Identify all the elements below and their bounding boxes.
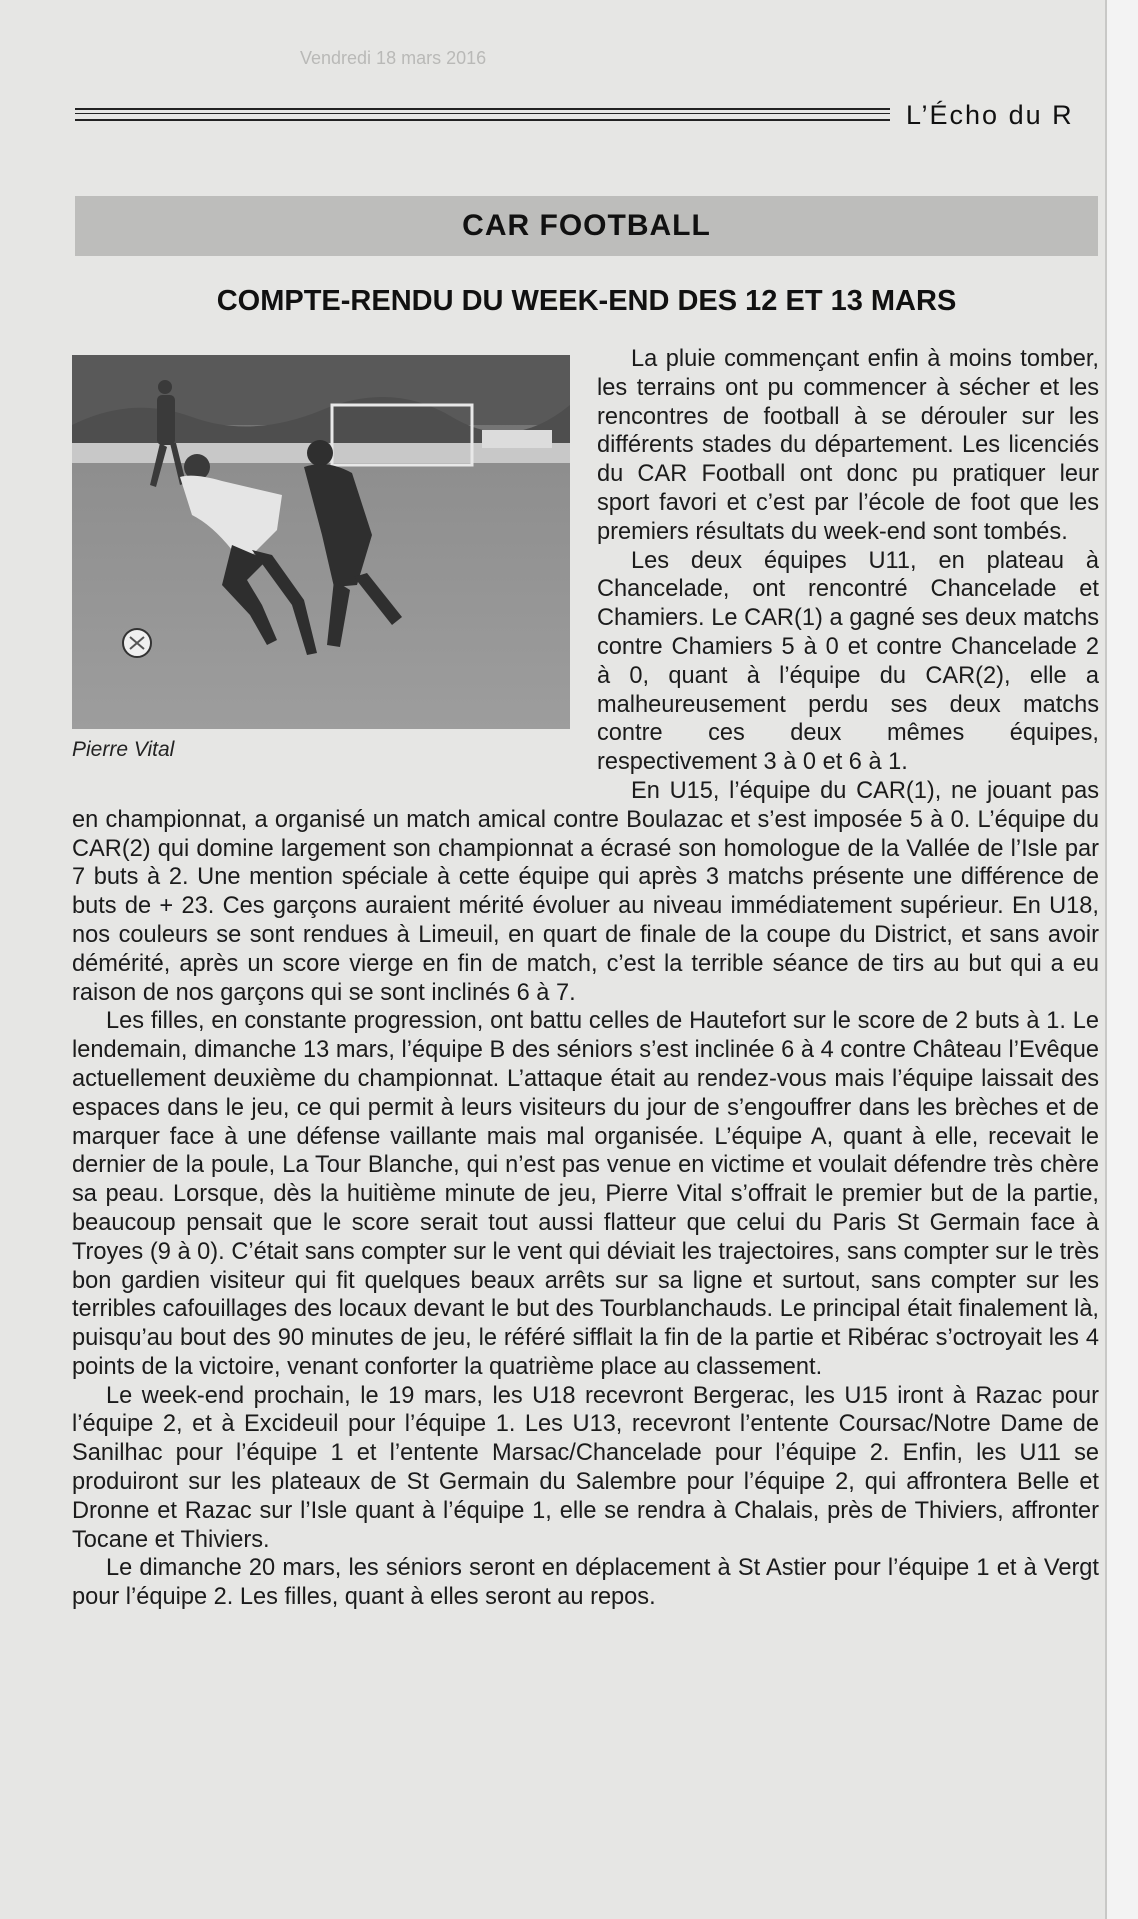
header-rule [75, 108, 890, 121]
article-paragraph-1: La pluie commençant enfin à moins tomber, les terrains ont pu commencer à sécher et les rencontres de football à se dérouler sur les différents stades du département. Les licenciés du CAR Football ont donc pu pratiquer leur sport favori et c’est par l’école de foot que les premiers résultats du week-end sont tombés. [597, 346, 1099, 545]
article-paragraph-4: Les filles, en constante progression, ont battu celles de Hautefort sur le score de 2 buts à 1. Le lendemain, dimanche 13 mars, l’équipe B des séniors s’est inclinée 6 à 4 contre Château l’Evêque actuellement deuxième du championnat. L’attaque était au rendez-vous mais l’équipe laissait des espaces dans le jeu, ce qui permit à leurs visiteurs du jour de s’engouffrer dans les brèches et de marquer face à une défense vaillante mais mal organisée. L’équipe A, quant à elle, recevait le dernier de la poule, La Tour Blanche, qui n’est pas venue en victime et voulait défendre très chère sa peau. Lorsque, dès la huitième minute de jeu, Pierre Vital s’offrait le premier but de la partie, beaucoup pensait que le score serait tout aussi flatteur que celui du Paris St Germain face à Troyes (9 à 0). C’était sans compter sur le vent qui déviait les trajectoires, sans compter sur le très bon gardien visiteur qui fit quelques beaux arrêts sur sa ligne et surtout, sans compter sur les terribles cafouillages des locaux devant le but des Tourblanchauds. Le principal était finalement là, puisqu’au bout des 90 minutes de jeu, le référé sifflait la fin de la partie et Ribérac s’octroyait les 4 points de la victoire, venant conforter la quatrième place au classement. [72, 1008, 1099, 1380]
photo-caption: Pierre Vital [72, 738, 175, 761]
masthead: L’Écho du R [906, 100, 1074, 130]
article-paragraph-6: Le dimanche 20 mars, les séniors seront en déplacement à St Astier pour l’équipe 1 et à Vergt pour l’équipe 2. Les filles, quant à elles seront au repos. [72, 1555, 1099, 1611]
article-paragraph-3: En U15, l’équipe du CAR(1), ne jouant pas en championnat, a organisé un match amical contre Boulazac et s’est imposée 5 à 0. L’équipe du CAR(2) qui domine largement son championnat a écrasé son homologue de la Vallée de l’Isle par 7 buts à 2. Une mention spéciale à cette équipe qui après 3 matchs présente une différence de buts de + 23. Ces garçons auraient mérité évoluer au niveau immédiatement supérieur. En U18, nos couleurs se sont rendues à Limeuil, en quart de finale de la coupe du District, et sans avoir démérité, après un score vierge en fin de match, c’est la terrible séance de tirs au but qui a eu raison de nos garçons qui se sont inclinés 6 à 7. [72, 777, 1099, 1006]
page-edge [1105, 0, 1138, 1919]
article-paragraph-5: Le week-end prochain, le 19 mars, les U18 recevront Bergerac, les U15 iront à Razac pour l’équipe 2, et à Excideuil pour l’équipe 1. Les U13, recevront l’entente Coursac/Notre Dame de Sanilhac pour l’équipe 1 et l’entente Marsac/Chancelade pour l’équipe 2. Enfin, les U11 se produiront sur les plateaux de St Germain du Salembre pour l’équipe 2, qui affrontera Belle et Dronne et Razac sur l’Isle quant à l’équipe 1, elle se rendra à Chalais, près de Thiviers, affronter Tocane et Thiviers. [72, 1382, 1099, 1553]
article-subtitle: COMPTE-RENDU DU WEEK-END DES 12 ET 13 MARS [216, 285, 957, 317]
show-through-date: Vendredi 18 mars 2016 [300, 48, 487, 68]
photo-wrap-space [72, 345, 597, 781]
section-banner: CAR FOOTBALL [75, 196, 1098, 256]
article-paragraph-2: Les deux équipes U11, en plateau à Chancelade, ont rencontré Chancelade et Chamiers. Le CAR(1) a gagné ses deux matchs contre Chamiers 5 à 0 et contre Chancelade 2 à 0, quant à l’équipe du CAR(2), elle a malheureusement perdu ses deux matchs contre ces deux mêmes équipes, respectivement 3 à 0 et 6 à 1. [597, 547, 1099, 776]
article-body [72, 345, 1099, 1612]
